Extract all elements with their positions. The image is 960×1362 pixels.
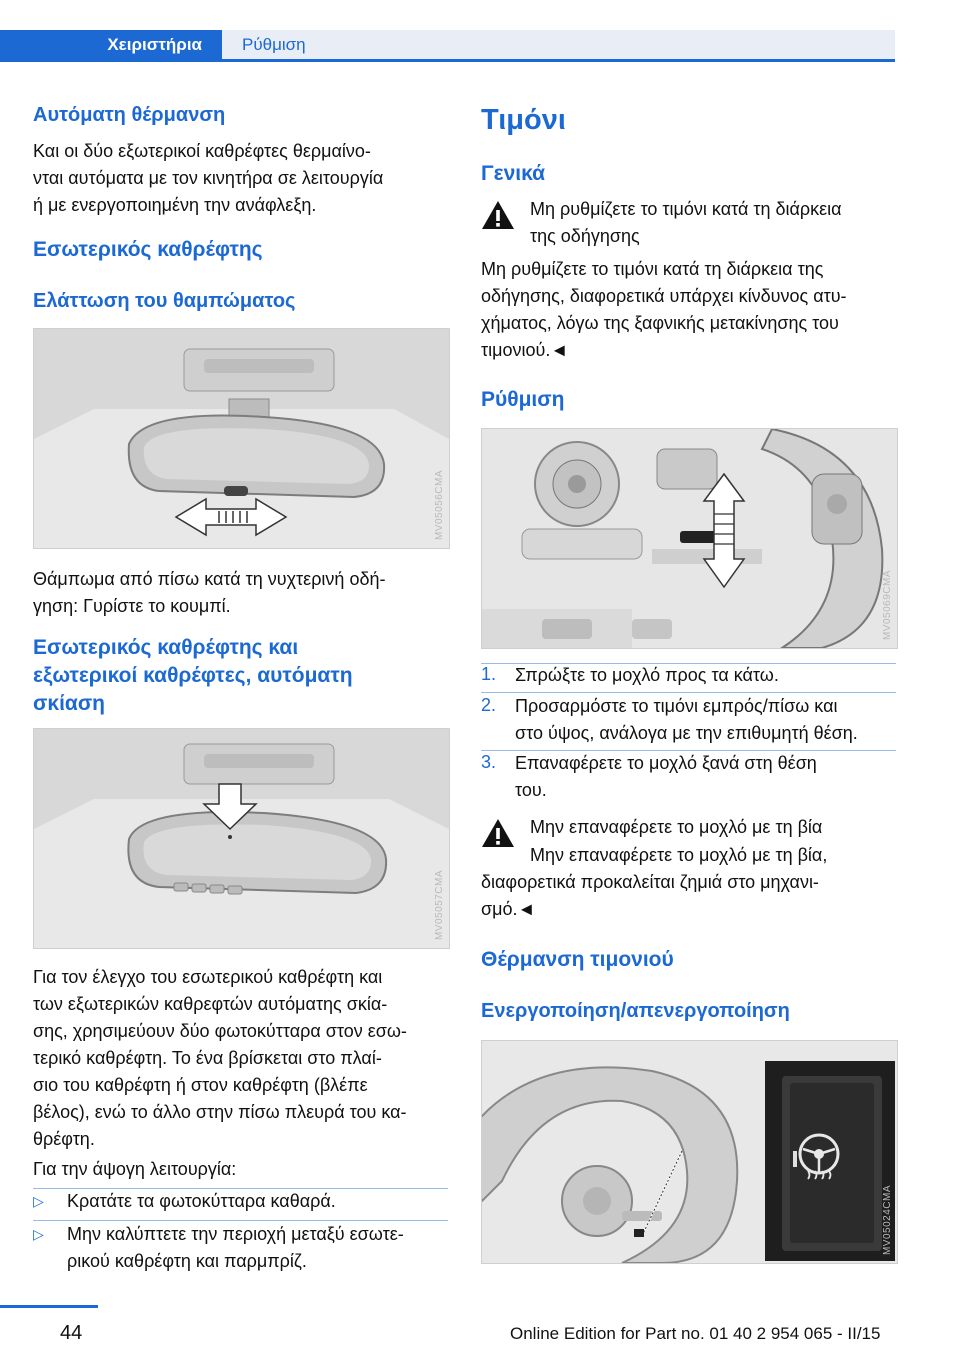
steering-heating-title: Θέρμανση τιμονιού <box>481 948 674 971</box>
autodim-text-7: θρέφτη. <box>33 1129 95 1149</box>
bullet-item-1: Κρατάτε τα φωτοκύτταρα καθαρά. <box>67 1191 336 1211</box>
mirror-autodim-figure <box>33 728 450 949</box>
mirror-knob-illustration <box>34 329 449 548</box>
step-3-line-2: του. <box>515 780 547 800</box>
adjustment-title: Ρύθμιση <box>481 388 565 411</box>
interior-mirror-title: Εσωτερικός καθρέφτης <box>33 238 263 261</box>
autodim-title-line-1: Εσωτερικός καθρέφτης και <box>33 636 299 659</box>
header-tabs <box>0 30 895 62</box>
tab-adjustment[interactable]: Ρύθμιση <box>222 30 895 59</box>
figure-code: MV05057CMA <box>434 869 445 940</box>
general-text-3: χήματος, λόγω της ξαφνικής μετακίνησης του <box>481 313 839 333</box>
step-number: 3. <box>481 752 497 772</box>
heated-steering-illustration <box>482 1041 897 1263</box>
warning-2-text-3: σμό.◄ <box>481 899 536 919</box>
step-number: 1. <box>481 664 497 684</box>
figure-code: MV05024CMA <box>882 1184 893 1255</box>
autodim-title-line-2: εξωτερικοί καθρέφτες, αυτόματη <box>33 664 353 687</box>
auto-heating-title: Αυτόματη θέρμανση <box>33 104 226 126</box>
mirror-glare-figure <box>33 328 450 549</box>
glare-reduction-title: Ελάττωση του θαμπώματος <box>33 290 296 312</box>
figure-code: MV05056CMA <box>434 469 445 540</box>
autodim-text-6: βέλος), ενώ το άλλο στην πίσω πλευρά του κα- <box>33 1102 407 1122</box>
warning-1-line-2: της οδήγησης <box>530 226 640 246</box>
auto-heating-text-2: νται αυτόματα με τον κινητήρα σε λειτουργία <box>33 168 384 188</box>
autodim-text-4: τερικό καθρέφτη. Το ένα βρίσκεται στο πλαί- <box>33 1048 382 1068</box>
edition-footer: Online Edition for Part no. 01 40 2 954 065 - II/15 <box>510 1324 881 1343</box>
heated-steering-figure <box>481 1040 898 1264</box>
bullet-item-2-line-2: ρικού καθρέφτη και παρμπρίζ. <box>67 1251 307 1271</box>
header-divider <box>0 59 895 62</box>
step-1-text: Σπρώξτε το μοχλό προς τα κάτω. <box>515 665 779 685</box>
general-text-1: Μη ρυθμίζετε το τιμόνι κατά τη διάρκεια της <box>481 259 824 279</box>
page-number: 44 <box>60 1322 83 1344</box>
autodim-text-5: σιο του καθρέφτη ή στον καθρέφτη (βλέπε <box>33 1075 368 1095</box>
figure-code: MV05069CMA <box>882 569 893 640</box>
autodim-text-3: σης, χρησιμεύουν δύο φωτοκύτταρα στον εσω- <box>33 1021 407 1041</box>
general-title: Γενικά <box>481 162 546 185</box>
step-number: 2. <box>481 695 497 715</box>
warning-icon <box>481 818 515 848</box>
auto-heating-text-3: ή με ενεργοποιημένη την ανάφλεξη. <box>33 195 317 215</box>
glare-text-1: Θάμπωμα από πίσω κατά τη νυχτερινή οδή- <box>33 569 386 589</box>
general-text-4: τιμονιού.◄ <box>481 340 569 360</box>
on-off-title: Ενεργοποίηση/απενεργοποίηση <box>481 1000 790 1022</box>
warning-2-line-2: Μην επαναφέρετε το μοχλό με τη βία, <box>530 845 828 865</box>
autodim-title-line-3: σκίαση <box>33 692 106 715</box>
general-text-2: οδήγησης, διαφορετικά υπάρχει κίνδυνος ατυ- <box>481 286 847 306</box>
steering-lever-figure <box>481 428 898 649</box>
steering-column-illustration <box>482 429 897 648</box>
autodim-text-1: Για τον έλεγχο του εσωτερικού καθρέφτη και <box>33 967 383 987</box>
auto-heating-text-1: Και οι δύο εξωτερικοί καθρέφτες θερμαίνο- <box>33 141 371 161</box>
footer-divider <box>0 1305 98 1308</box>
bullet-icon: ▷ <box>33 1193 44 1209</box>
step-2-line-2: στο ύψος, ανάλογα με την επιθυμητή θέση. <box>515 723 858 743</box>
glare-text-2: γηση: Γυρίστε το κουμπί. <box>33 596 231 616</box>
step-2-line-1: Προσαρμόστε το τιμόνι εμπρός/πίσω και <box>515 696 838 716</box>
steering-wheel-title: Τιμόνι <box>481 104 566 136</box>
tab-controls[interactable]: Χειριστήρια <box>0 30 222 59</box>
step-3-line-1: Επαναφέρετε το μοχλό ξανά στη θέση <box>515 753 817 773</box>
warning-2-text-2: διαφορετικά προκαλείται ζημιά στο μηχανι- <box>481 872 819 892</box>
warning-2-line-1: Μην επαναφέρετε το μοχλό με τη βία <box>530 817 823 837</box>
warning-icon <box>481 200 515 230</box>
warning-1-line-1: Μη ρυθμίζετε το τιμόνι κατά τη διάρκεια <box>530 199 842 219</box>
operation-text: Για την άψογη λειτουργία: <box>33 1159 237 1179</box>
bullet-item-2-line-1: Μην καλύπτετε την περιοχή μεταξύ εσωτε- <box>67 1224 404 1244</box>
autodim-text-2: των εξωτερικών καθρεφτών αυτόματης σκία- <box>33 994 388 1014</box>
mirror-photocell-illustration <box>34 729 449 948</box>
bullet-icon: ▷ <box>33 1226 44 1242</box>
